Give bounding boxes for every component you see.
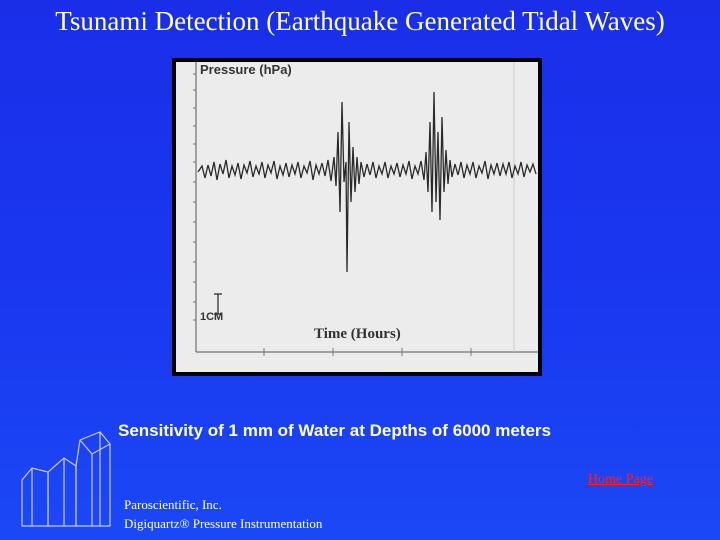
pressure-plot-image (172, 58, 542, 376)
pressure-trace-figure (176, 62, 538, 372)
pressure-trace (198, 92, 536, 272)
sensitivity-caption: Sensitivity of 1 mm of Water at Depths of 6000 meters (118, 421, 551, 440)
slide-title: Tsunami Detection (Earthquake Generated Tidal Waves) (55, 6, 665, 36)
company-tagline: Digiquartz® Pressure Instrumentation (124, 516, 323, 531)
plot-area (176, 62, 538, 372)
x-axis-label: Time (Hours) (314, 326, 401, 342)
quartz-crystal-icon (20, 430, 120, 535)
y-axis-label: Pressure (hPa) (200, 62, 292, 77)
scale-label: 1CM (200, 311, 224, 323)
home-page-link[interactable]: Home Page (588, 472, 653, 487)
company-block (124, 495, 322, 533)
company-name: Paroscientific, Inc. (124, 497, 222, 512)
